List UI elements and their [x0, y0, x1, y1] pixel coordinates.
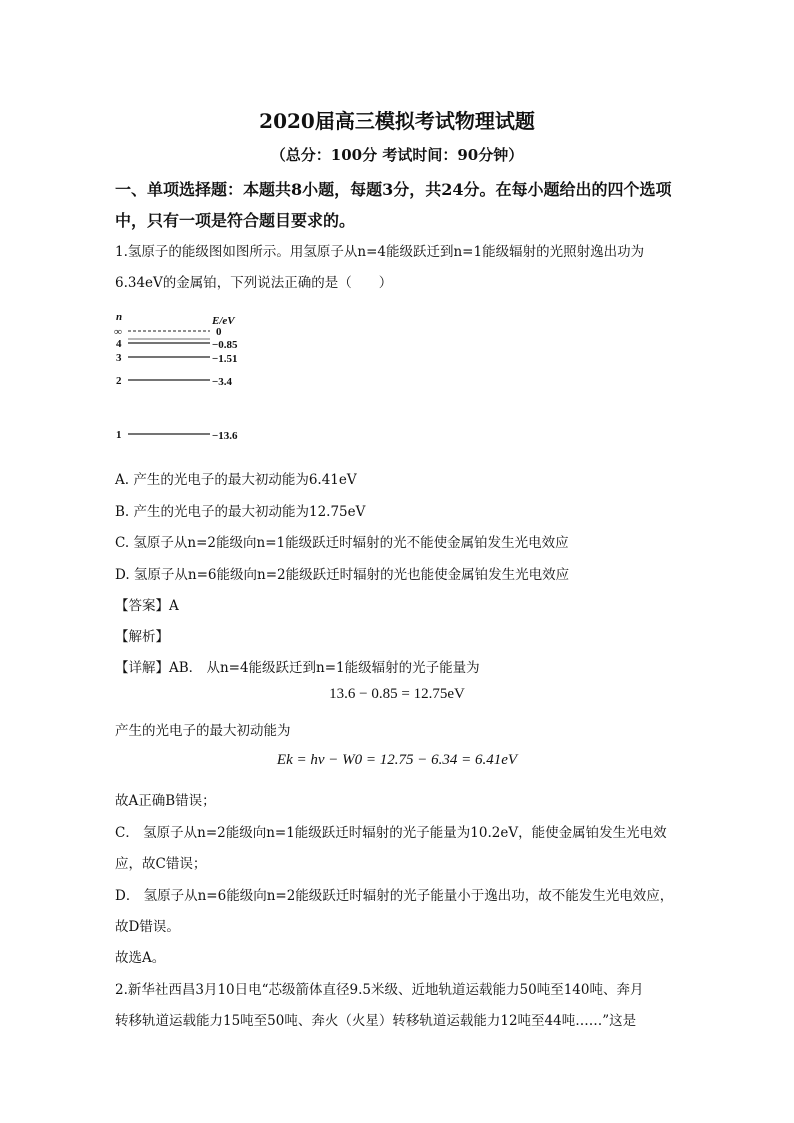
analysis-tag: 【解析】 [115, 629, 169, 645]
detail-kinetic-line: 产生的光电子的最大初动能为 [115, 723, 291, 739]
detail-c-line2: 应，故C错误； [115, 856, 207, 872]
section-heading: 一、单项选择题：本题共8小题，每题3分，共24分。在每小题给出的四个选项 [115, 180, 672, 199]
level-e-4: −0.85 [212, 339, 238, 351]
level-e-3: −1.51 [212, 353, 238, 365]
energy-axis-label: E/eV [212, 315, 235, 327]
q2-stem-line1: 2.新华社西昌3月10日电“芯级箭体直径9.5米级、近地轨道运载能力50吨至140吨、奔月 [115, 982, 644, 998]
equation-kinetic-energy: Ek = hν − W0 = 12.75 − 6.34 = 6.41eV [276, 752, 518, 768]
q1-option-d: D. 氢原子从n=6能级向n=2能级跃迁时辐射的光也能使金属铂发生光电效应 [115, 567, 570, 583]
level-e-1: −13.6 [212, 430, 238, 442]
page-title: 2020届高三模拟考试物理试题 [259, 109, 535, 133]
q1-option-c: C. 氢原子从n=2能级向n=1能级跃迁时辐射的光不能使金属铂发生光电效应 [115, 535, 569, 551]
n-axis-label: n [116, 311, 123, 323]
exam-info: （总分：100分 考试时间：90分钟） [270, 146, 524, 164]
detail-ab-line: 【详解】AB． 从n=4能级跃迁到n=1能级辐射的光子能量为 [115, 660, 480, 676]
equation-photon-energy: 13.6 − 0.85 = 12.75eV [329, 686, 465, 702]
q1-stem-line2: 6.34eV的金属铂，下列说法正确的是（ ） [115, 275, 393, 291]
level-e-2: −3.4 [212, 376, 233, 388]
detail-c-line1: C． 氢原子从n=2能级向n=1能级跃迁时辐射的光子能量为10.2eV，能使金属铂发生光电效 [115, 825, 667, 841]
q1-stem-line1: 1.氢原子的能级图如图所示。用氢原子从n=4能级跃迁到n=1能级辐射的光照射逸出功为 [115, 244, 645, 260]
q1-option-a: A. 产生的光电子的最大初动能为6.41eV [115, 472, 357, 488]
level-n-3: 3 [116, 352, 122, 364]
detail-d-line2: 故D错误。 [115, 919, 180, 935]
level-n-1: 1 [116, 429, 122, 441]
q2-stem-line2: 转移轨道运载能力15吨至50吨、奔火（火星）转移轨道运载能力12吨至44吨……”这是 [115, 1013, 637, 1029]
level-n-inf: ∞ [114, 326, 122, 338]
answer-tag: 【答案】A [115, 598, 179, 614]
final-choice: 故选A。 [115, 950, 166, 966]
q1-option-b: B. 产生的光电子的最大初动能为12.75eV [115, 504, 366, 520]
detail-d-line1: D． 氢原子从n=6能级向n=2能级跃迁时辐射的光子能量小于逸出功，故不能发生光电效应， [115, 888, 674, 904]
section-heading-cont: 中，只有一项是符合题目要求的。 [115, 211, 356, 230]
level-n-2: 2 [116, 375, 122, 387]
level-n-4: 4 [116, 338, 122, 350]
conclusion-ab: 故A正确B错误； [115, 793, 216, 809]
level-e-inf: 0 [216, 326, 222, 338]
energy-level-diagram [112, 310, 262, 450]
